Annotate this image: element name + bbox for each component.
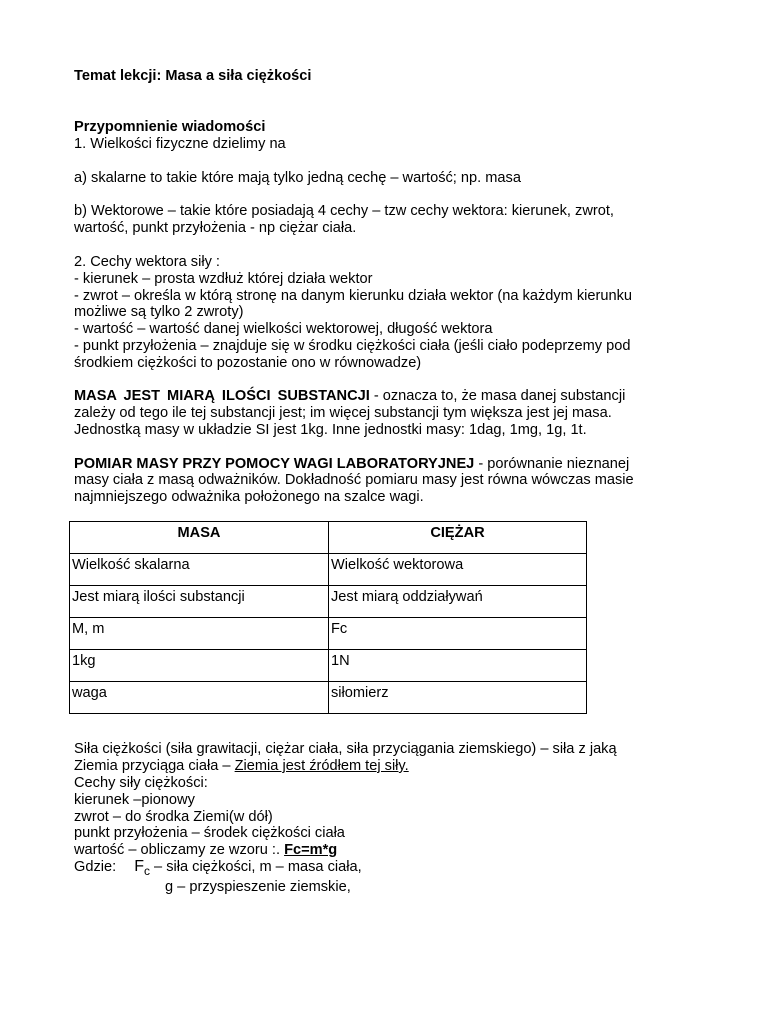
- where-line: [74, 859, 694, 876]
- mass-definition-rest: - oznacza to, że masa danej substancji: [369, 388, 626, 404]
- measurement-line: masy ciała z masą odważników. Dokładność pomiaru masy jest równa wówczas masie: [74, 472, 634, 488]
- measurement-rest: - porównanie nieznanej: [474, 456, 630, 472]
- table-cell: siłomierz: [329, 682, 587, 714]
- vector-feature-item: środkiem ciężkości to pozostanie ono w równowadze): [74, 355, 422, 371]
- vector-feature-item: - wartość – wartość danej wielkości wektorowej, długość wektora: [74, 321, 493, 337]
- table-cell: Wielkość wektorowa: [329, 554, 587, 586]
- lesson-title: Temat lekcji: Masa a siła ciężkości: [74, 68, 312, 84]
- table-cell: waga: [70, 682, 329, 714]
- where-rest: – siła ciężkości, m – masa ciała,: [149, 859, 362, 875]
- g-definition: g – przyspieszenie ziemskie,: [165, 879, 351, 895]
- table-row: [70, 682, 587, 714]
- gravity-feature-item: zwrot – do środka Ziemi(w dół): [74, 809, 273, 825]
- fc-symbol: F: [134, 858, 144, 875]
- scalar-definition: a) skalarne to takie które mają tylko jedną cechę – wartość; np. masa: [74, 170, 521, 186]
- vector-definition-line: wartość, punkt przyłożenia - np ciężar ciała.: [74, 220, 357, 236]
- table-cell: Wielkość skalarna: [70, 554, 329, 586]
- where-label: Gdzie:: [74, 859, 117, 875]
- comparison-table: [69, 521, 587, 714]
- table-header-cell: CIĘŻAR: [329, 522, 587, 554]
- table-cell: M, m: [70, 618, 329, 650]
- fc-subscript: c: [143, 864, 150, 878]
- vector-feature-item: - punkt przyłożenia – znajduje się w środku ciężkości ciała (jeśli ciało podeprzemy pod: [74, 338, 631, 354]
- table-row: [70, 554, 587, 586]
- table-header-row: [70, 522, 587, 554]
- gravity-features-heading: Cechy siły ciężkości:: [74, 775, 208, 791]
- gravity-line-text: Ziemia przyciąga ciała –: [74, 758, 235, 774]
- mass-definition-bold: MASA JEST MIARĄ ILOŚCI SUBSTANCJI: [74, 388, 370, 404]
- mass-definition-line: [74, 388, 694, 405]
- mass-definition-line: zależy od tego ile tej substancji jest; im więcej substancji tym większa jest jej masa.: [74, 405, 612, 421]
- reminder-line: 1. Wielkości fizyczne dzielimy na: [74, 136, 286, 152]
- table-row: [70, 618, 587, 650]
- gravity-formula: Fc=m*g: [284, 842, 338, 858]
- measurement-line: [74, 456, 694, 473]
- table-row: [70, 586, 587, 618]
- vector-feature-item: - kierunek – prosta wzdłuż której działa wektor: [74, 271, 373, 287]
- table-cell: 1N: [329, 650, 587, 682]
- gravity-formula-line: [74, 842, 694, 859]
- reminder-heading: Przypomnienie wiadomości: [74, 119, 266, 135]
- table-cell: Jest miarą ilości substancji: [70, 586, 329, 618]
- table-row: [70, 650, 587, 682]
- gravity-line: [74, 758, 694, 775]
- table-cell: Jest miarą oddziaływań: [329, 586, 587, 618]
- mass-units-line: Jednostką masy w układzie SI jest 1kg. Inne jednostki masy: 1dag, 1mg, 1g, 1t.: [74, 422, 587, 438]
- gravity-feature-item: kierunek –pionowy: [74, 792, 195, 808]
- gravity-feature-item: punkt przyłożenia – środek ciężkości ciała: [74, 825, 345, 841]
- gravity-formula-text: wartość – obliczamy ze wzoru :.: [74, 842, 285, 858]
- gravity-line: Siła ciężkości (siła grawitacji, ciężar ciała, siła przyciągania ziemskiego) – siła z jaką: [74, 741, 617, 757]
- vector-feature-item: - zwrot – określa w którą stronę na danym kierunku działa wektor (na każdym kierunku: [74, 288, 633, 304]
- table-cell: 1kg: [70, 650, 329, 682]
- vector-features-heading: 2. Cechy wektora siły :: [74, 254, 220, 270]
- measurement-bold: POMIAR MASY PRZY POMOCY WAGI LABORATORYJNEJ: [74, 456, 475, 472]
- vector-feature-item: możliwe są tylko 2 zwroty): [74, 304, 244, 320]
- gravity-source-underlined: Ziemia jest źródłem tej siły.: [234, 758, 409, 774]
- vector-definition-line: b) Wektorowe – takie które posiadają 4 cechy – tzw cechy wektora: kierunek, zwrot,: [74, 203, 614, 219]
- measurement-line: najmniejszego odważnika położonego na szalce wagi.: [74, 489, 424, 505]
- table-cell: Fc: [329, 618, 587, 650]
- table-header-cell: MASA: [70, 522, 329, 554]
